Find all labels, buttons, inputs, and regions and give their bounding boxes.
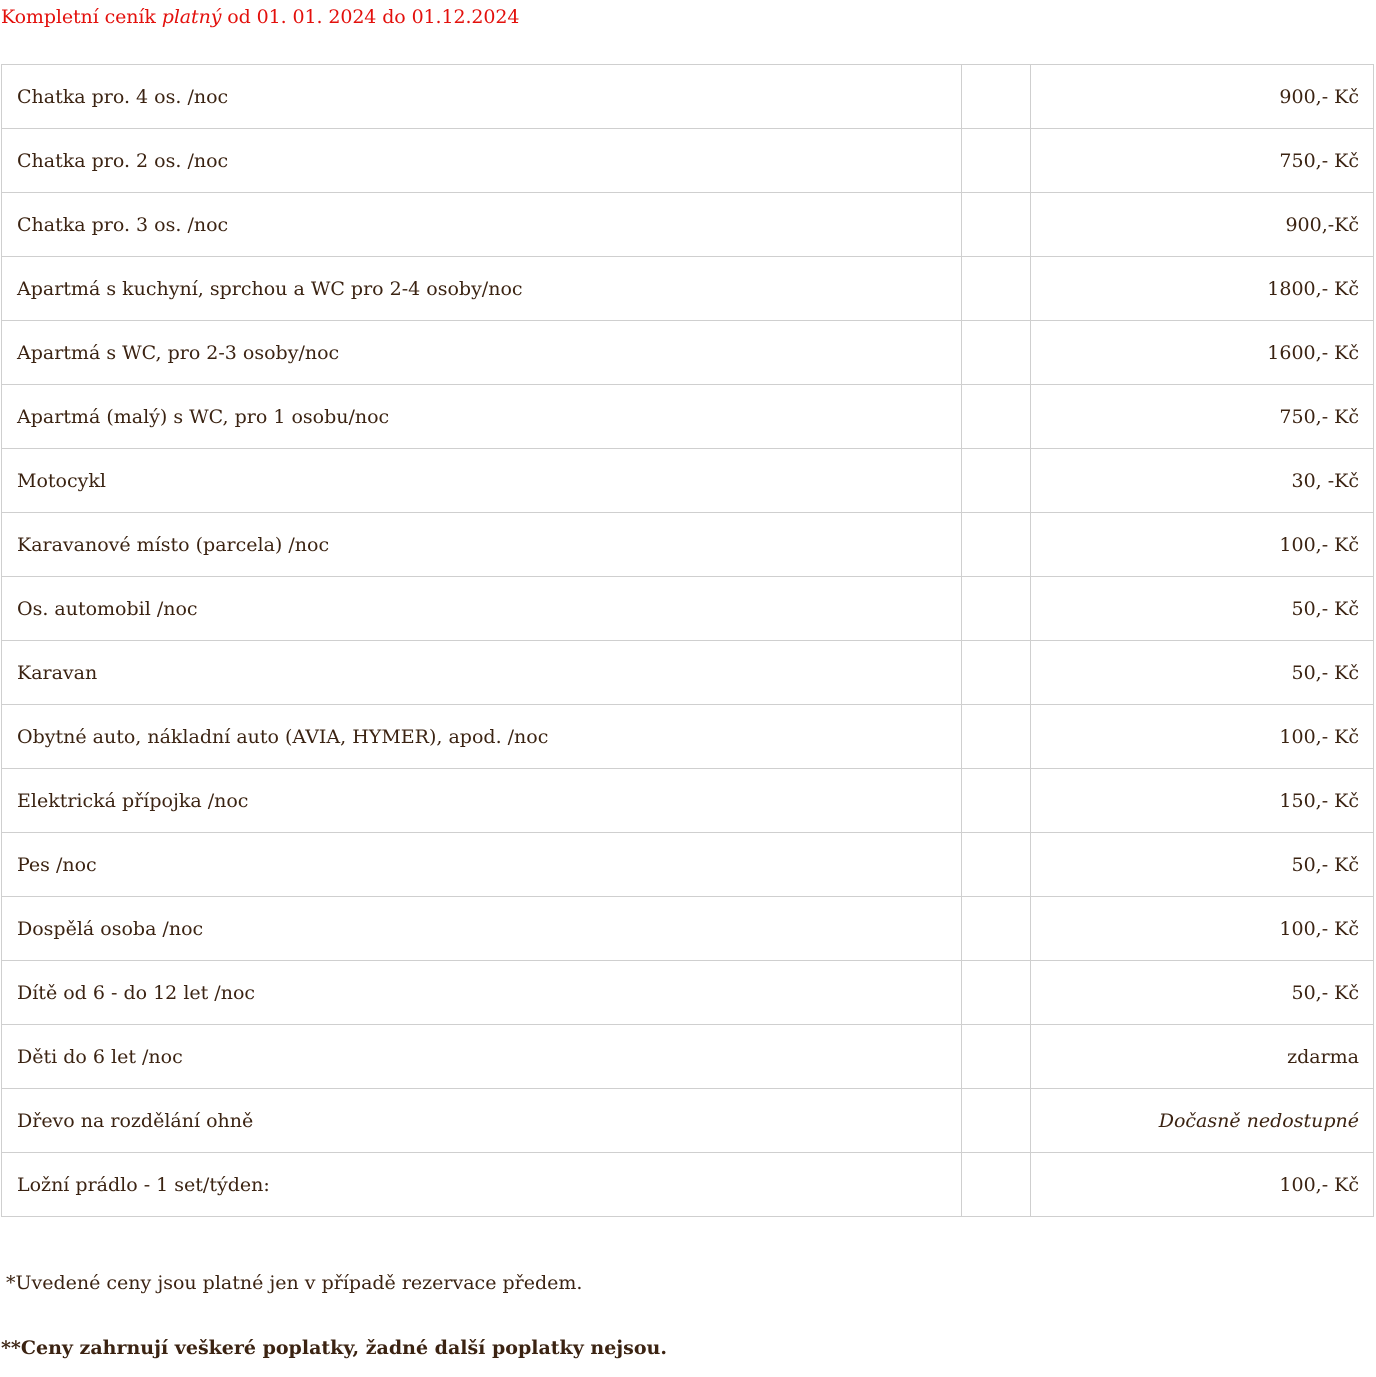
item-name-cell: Chatka pro. 2 os. /noc bbox=[2, 129, 962, 193]
item-name-cell: Apartmá s WC, pro 2-3 osoby/noc bbox=[2, 321, 962, 385]
empty-cell bbox=[962, 705, 1031, 769]
item-price-cell: 100,- Kč bbox=[1031, 897, 1374, 961]
table-row bbox=[2, 193, 1374, 257]
empty-cell bbox=[962, 385, 1031, 449]
empty-cell bbox=[962, 129, 1031, 193]
item-price-cell: 1600,- Kč bbox=[1031, 321, 1374, 385]
table-row bbox=[2, 513, 1374, 577]
table-row bbox=[2, 641, 1374, 705]
table-row bbox=[2, 321, 1374, 385]
item-name-cell: Dítě od 6 - do 12 let /noc bbox=[2, 961, 962, 1025]
table-row bbox=[2, 1025, 1374, 1089]
empty-cell bbox=[962, 897, 1031, 961]
table-row bbox=[2, 833, 1374, 897]
empty-cell bbox=[962, 769, 1031, 833]
empty-cell bbox=[962, 449, 1031, 513]
empty-cell bbox=[962, 577, 1031, 641]
table-row bbox=[2, 129, 1374, 193]
item-price-cell: 900,- Kč bbox=[1031, 65, 1374, 129]
empty-cell bbox=[962, 193, 1031, 257]
item-price-cell: 100,- Kč bbox=[1031, 1153, 1374, 1217]
empty-cell bbox=[962, 321, 1031, 385]
empty-cell bbox=[962, 65, 1031, 129]
table-row bbox=[2, 769, 1374, 833]
price-list-heading bbox=[1, 6, 519, 28]
table-row bbox=[2, 1089, 1374, 1153]
item-name-cell: Obytné auto, nákladní auto (AVIA, HYMER), apod. /noc bbox=[2, 705, 962, 769]
price-table bbox=[1, 64, 1374, 1217]
table-row bbox=[2, 961, 1374, 1025]
item-name-cell: Chatka pro. 3 os. /noc bbox=[2, 193, 962, 257]
table-row bbox=[2, 385, 1374, 449]
item-name-cell: Dřevo na rozdělání ohně bbox=[2, 1089, 962, 1153]
item-price-cell: 750,- Kč bbox=[1031, 385, 1374, 449]
item-name-cell: Chatka pro. 4 os. /noc bbox=[2, 65, 962, 129]
heading-italic: platný bbox=[161, 6, 222, 28]
item-price-cell: 50,- Kč bbox=[1031, 833, 1374, 897]
table-row bbox=[2, 65, 1374, 129]
table-row bbox=[2, 1153, 1374, 1217]
item-name-cell: Karavanové místo (parcela) /noc bbox=[2, 513, 962, 577]
item-name-cell: Os. automobil /noc bbox=[2, 577, 962, 641]
item-name-cell: Motocykl bbox=[2, 449, 962, 513]
table-row bbox=[2, 577, 1374, 641]
table-row bbox=[2, 705, 1374, 769]
item-name-cell: Apartmá s kuchyní, sprchou a WC pro 2-4 osoby/noc bbox=[2, 257, 962, 321]
empty-cell bbox=[962, 1153, 1031, 1217]
item-price-cell: 150,- Kč bbox=[1031, 769, 1374, 833]
empty-cell bbox=[962, 833, 1031, 897]
empty-cell bbox=[962, 641, 1031, 705]
fees-note: **Ceny zahrnují veškeré poplatky, žadné další poplatky nejsou. bbox=[1, 1337, 667, 1359]
empty-cell bbox=[962, 961, 1031, 1025]
item-price-cell: 900,-Kč bbox=[1031, 193, 1374, 257]
item-name-cell: Pes /noc bbox=[2, 833, 962, 897]
table-row bbox=[2, 257, 1374, 321]
item-name-cell: Děti do 6 let /noc bbox=[2, 1025, 962, 1089]
empty-cell bbox=[962, 1089, 1031, 1153]
item-price-cell: 30, -Kč bbox=[1031, 449, 1374, 513]
item-price-cell: 1800,- Kč bbox=[1031, 257, 1374, 321]
heading-suffix: od 01. 01. 2024 do 01.12.2024 bbox=[221, 6, 520, 28]
item-name-cell: Elektrická přípojka /noc bbox=[2, 769, 962, 833]
empty-cell bbox=[962, 513, 1031, 577]
reservation-note: *Uvedené ceny jsou platné jen v případě rezervace předem. bbox=[6, 1272, 583, 1294]
item-price-cell: 50,- Kč bbox=[1031, 641, 1374, 705]
item-price-cell: 750,- Kč bbox=[1031, 129, 1374, 193]
item-name-cell: Ložní prádlo - 1 set/týden: bbox=[2, 1153, 962, 1217]
table-row bbox=[2, 897, 1374, 961]
table-row bbox=[2, 449, 1374, 513]
item-price-cell: 50,- Kč bbox=[1031, 577, 1374, 641]
item-name-cell: Dospělá osoba /noc bbox=[2, 897, 962, 961]
item-price-cell: zdarma bbox=[1031, 1025, 1374, 1089]
item-price-cell: Dočasně nedostupné bbox=[1031, 1089, 1374, 1153]
empty-cell bbox=[962, 257, 1031, 321]
heading-prefix: Kompletní ceník bbox=[1, 6, 162, 28]
item-name-cell: Apartmá (malý) s WC, pro 1 osobu/noc bbox=[2, 385, 962, 449]
item-name-cell: Karavan bbox=[2, 641, 962, 705]
empty-cell bbox=[962, 1025, 1031, 1089]
item-price-cell: 100,- Kč bbox=[1031, 705, 1374, 769]
item-price-cell: 50,- Kč bbox=[1031, 961, 1374, 1025]
item-price-cell: 100,- Kč bbox=[1031, 513, 1374, 577]
